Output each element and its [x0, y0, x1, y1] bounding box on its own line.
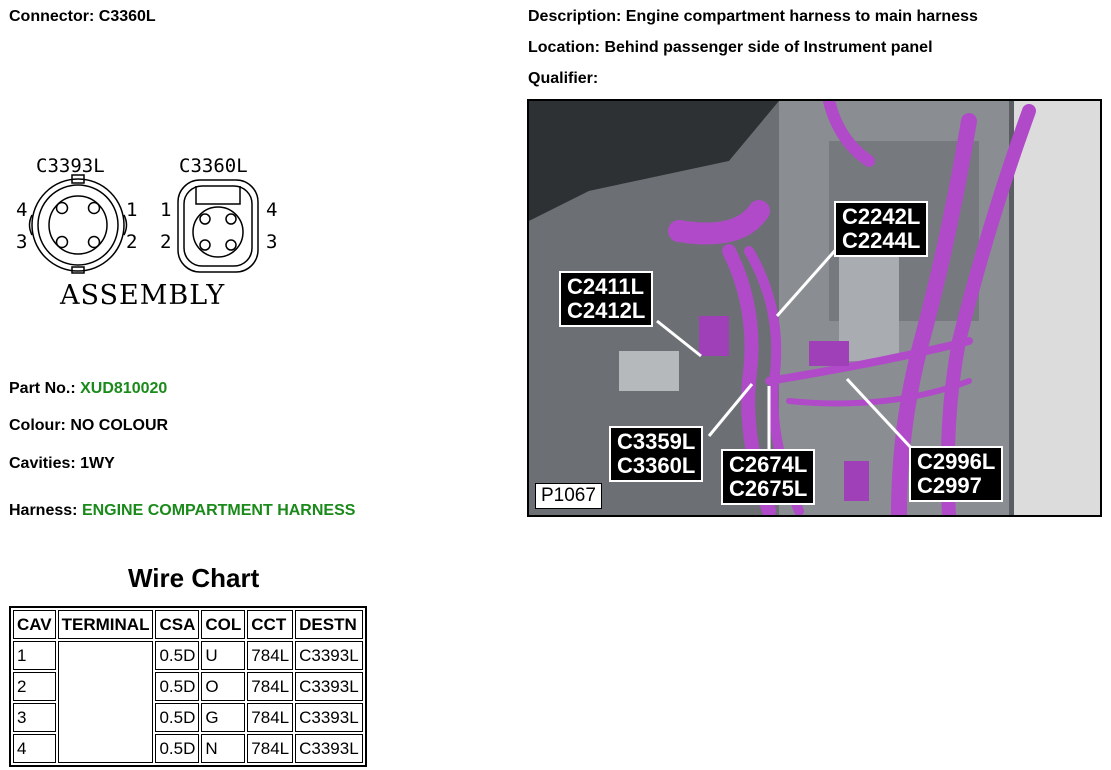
callout-text: C2412L [567, 298, 646, 323]
callout-text: C3360L [617, 453, 696, 478]
header-cav: CAV [13, 610, 56, 639]
part-number-link[interactable]: XUD810020 [80, 380, 168, 397]
callout-text: C2411L [567, 274, 645, 299]
harness-link[interactable]: ENGINE COMPARTMENT HARNESS [81, 502, 356, 519]
location-value: Behind passenger side of Instrument panel [604, 39, 933, 56]
assembly-caption: ASSEMBLY [60, 280, 226, 311]
cavities-label: Cavities: [9, 455, 76, 472]
right-pin-3: 3 [266, 231, 278, 253]
cell-csa: 0.5D [155, 672, 199, 701]
callout-text: C3359L [617, 429, 696, 454]
callout-c2674l [721, 449, 815, 505]
connector-value: C3360L [98, 8, 156, 25]
left-connector-shape [30, 175, 127, 273]
callout-text: C2242L [842, 204, 921, 229]
left-pin-4: 4 [16, 199, 28, 221]
callout-text: C2997 [917, 473, 982, 498]
description-label: Description: [528, 8, 622, 25]
cell-cav: 4 [13, 734, 56, 763]
header-destn: DESTN [295, 610, 363, 639]
cell-col: N [201, 734, 245, 763]
header-csa: CSA [155, 610, 199, 639]
connector-face-diagram [8, 150, 298, 315]
connector-label: Connector: [9, 8, 95, 25]
cell-cct: 784L [247, 734, 293, 763]
cell-cav: 2 [13, 672, 56, 701]
qualifier-label: Qualifier: [528, 70, 599, 87]
cell-cct: 784L [247, 703, 293, 732]
cell-destn[interactable]: C3393L [295, 734, 363, 763]
cell-terminal [58, 641, 154, 763]
callout-c2996l [909, 446, 1003, 502]
connector-heading [9, 8, 156, 26]
cell-csa: 0.5D [155, 641, 199, 670]
left-pin-3: 3 [16, 231, 28, 253]
cell-cct: 784L [247, 672, 293, 701]
cell-destn[interactable]: C3393L [295, 672, 363, 701]
right-pin-4: 4 [266, 199, 278, 221]
right-connector-label: C3360L [179, 155, 248, 177]
header-cct: CCT [247, 610, 293, 639]
callout-c2411l [559, 271, 653, 327]
part-number-label: Part No.: [9, 380, 76, 397]
left-pin-2: 2 [126, 231, 138, 253]
harness-line [9, 502, 355, 520]
cell-col: G [201, 703, 245, 732]
left-pin-1: 1 [126, 199, 138, 221]
right-pin-2: 2 [160, 231, 172, 253]
description-value: Engine compartment harness to main harness [625, 8, 978, 25]
cell-destn[interactable]: C3393L [295, 641, 363, 670]
cell-cav: 1 [13, 641, 56, 670]
cell-col: U [201, 641, 245, 670]
description-line [528, 8, 978, 26]
cell-destn[interactable]: C3393L [295, 703, 363, 732]
callout-text: C2675L [729, 476, 808, 501]
callout-c2242l [834, 201, 928, 257]
cell-csa: 0.5D [155, 703, 199, 732]
wire-chart-table [9, 606, 367, 767]
table-header-row [13, 610, 363, 639]
cell-col: O [201, 672, 245, 701]
callout-text: C2244L [842, 228, 921, 253]
right-pin-1: 1 [160, 199, 172, 221]
left-connector-label: C3393L [36, 155, 105, 177]
photo-reference-label: P1067 [535, 483, 602, 509]
location-label: Location: [528, 39, 600, 56]
colour-line [9, 417, 168, 435]
header-terminal: TERMINAL [58, 610, 154, 639]
cell-cav: 3 [13, 703, 56, 732]
callout-text: C2996L [917, 449, 996, 474]
cavities-line [9, 455, 115, 473]
table-row [13, 641, 363, 670]
colour-label: Colour: [9, 417, 66, 434]
cavities-value: 1WY [80, 455, 115, 472]
right-connector-shape [178, 180, 258, 272]
location-photo [527, 99, 1102, 517]
qualifier-line [528, 70, 598, 88]
cell-cct: 784L [247, 641, 293, 670]
callout-text: C2674L [729, 452, 808, 477]
header-col: COL [201, 610, 245, 639]
part-number-line [9, 380, 167, 398]
harness-label: Harness: [9, 502, 78, 519]
wire-chart-title: Wire Chart [128, 563, 260, 593]
location-line [528, 39, 933, 57]
cell-csa: 0.5D [155, 734, 199, 763]
colour-value: NO COLOUR [70, 417, 169, 434]
callout-c3359l [609, 426, 703, 482]
